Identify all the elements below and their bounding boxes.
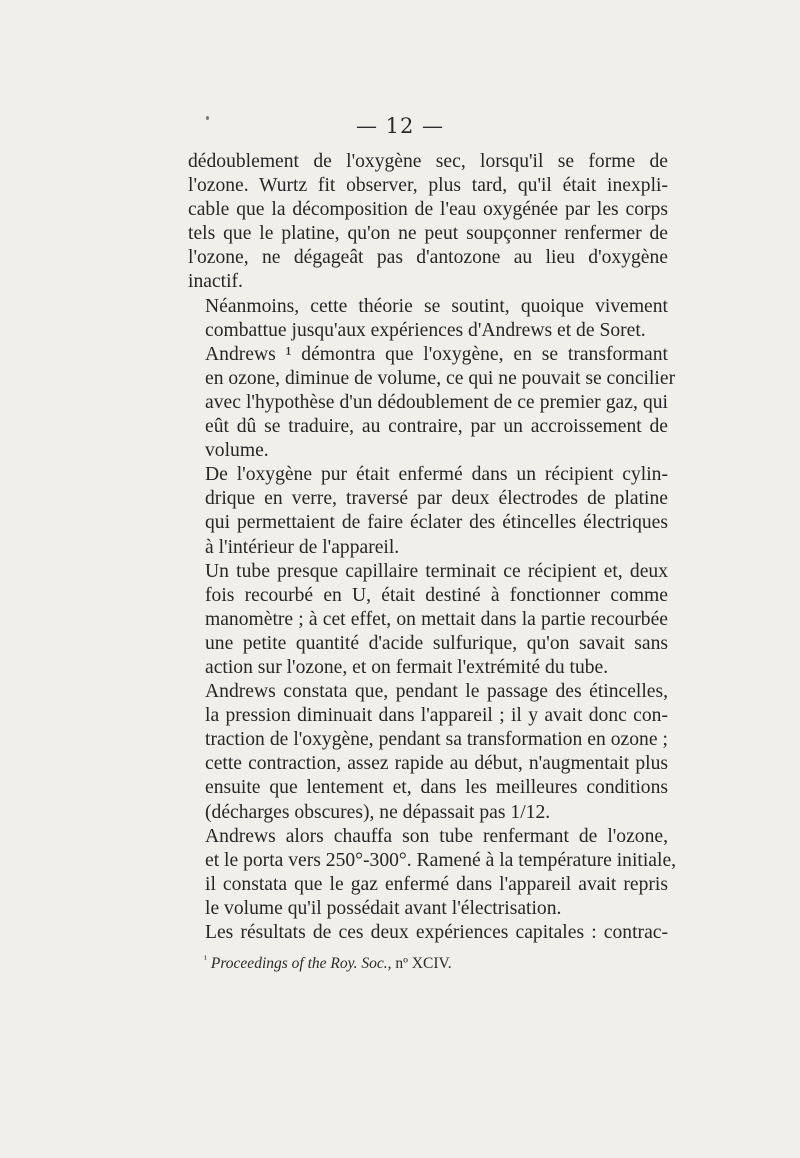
paragraph — [188, 680, 668, 825]
text-line: fois recourbé en U, était destiné à fonctionner comme — [205, 584, 668, 606]
text-line: traction de l'oxygène, pendant sa transformation en ozone ; — [205, 729, 668, 751]
text-line: l'ozone, ne dégageât pas d'antozone au lieu d'oxygène — [188, 247, 668, 269]
text-line: Les résultats de ces deux expériences capitales : contrac- — [205, 922, 668, 943]
paragraph — [188, 295, 668, 343]
paragraph — [188, 463, 668, 559]
text-line: une petite quantité d'acide sulfurique, qu'on savait sans — [205, 632, 668, 654]
text-line: tels que le platine, qu'on ne peut soupçonner renfermer de — [188, 223, 668, 245]
text-line: Néanmoins, cette théorie se soutint, quoique vivement — [205, 295, 668, 317]
text-line: l'ozone. Wurtz fit observer, plus tard, qu'il était inexpli- — [188, 175, 668, 197]
paragraph — [188, 825, 677, 921]
paragraph — [188, 150, 668, 295]
text-line: action sur l'ozone, et on fermait l'extrémité du tube. — [205, 656, 609, 678]
text-line: le volume qu'il possédait avant l'électrisation. — [205, 897, 562, 919]
text-line: (décharges obscures), ne dépassait pas 1/12. — [205, 801, 551, 823]
body-text — [188, 150, 677, 945]
text-line: Andrews ¹ démontra que l'oxygène, en se transformant — [205, 343, 668, 365]
text-line: drique en verre, traversé par deux électrodes de platine — [205, 488, 668, 510]
paragraph — [188, 921, 668, 945]
text-line: Andrews alors chauffa son tube renfermant de l'ozone, — [205, 825, 668, 847]
text-line: à l'intérieur de l'appareil. — [205, 536, 400, 558]
text-line: qui permettaient de faire éclater des étincelles électriques — [205, 512, 668, 534]
text-line: eût dû se traduire, au contraire, par un accroissement de — [205, 416, 668, 438]
text-line: et le porta vers 250°-300°. Ramené à la température initiale, — [205, 849, 677, 871]
text-line: il constata que le gaz enfermé dans l'appareil avait repris — [205, 873, 668, 895]
text-line: ensuite que lentement et, dans les meilleures conditions — [205, 777, 668, 799]
text-line: cette contraction, assez rapide au début, n'augmentait plus — [205, 753, 668, 775]
text-line: combattue jusqu'aux expériences d'Andrews et de Soret. — [205, 319, 646, 341]
text-line: la pression diminuait dans l'appareil ; il y avait donc con- — [205, 705, 668, 727]
footnote-mark: ¹ — [204, 954, 207, 965]
paragraph — [188, 560, 668, 680]
text-line: en ozone, diminue de volume, ce qui ne pouvait se concilier — [205, 367, 676, 389]
text-line: avec l'hypothèse d'un dédoublement de ce premier gaz, qui — [205, 391, 668, 413]
page-number: — 12 — — [355, 114, 445, 138]
text-line: De l'oxygène pur était enfermé dans un récipient cylin- — [205, 464, 668, 486]
text-line: manomètre ; à cet effet, on mettait dans la partie recourbée — [205, 608, 668, 630]
footnote-title: Proceedings of the Roy. Soc. — [210, 955, 388, 973]
text-line: cable que la décomposition de l'eau oxygénée par les corps — [188, 199, 668, 221]
paragraph — [188, 343, 676, 463]
text-line: dédoublement de l'oxygène sec, lorsqu'il se forme de — [188, 151, 668, 172]
text-line: Un tube presque capillaire terminait ce récipient et, deux — [205, 560, 668, 582]
text-line: Andrews constata que, pendant le passage des étincelles, — [205, 681, 668, 703]
footnote — [204, 954, 664, 973]
text-line: inactif. — [188, 271, 243, 293]
text-line: volume. — [205, 440, 269, 462]
footnote-reference: , nº XCIV. — [387, 955, 452, 973]
